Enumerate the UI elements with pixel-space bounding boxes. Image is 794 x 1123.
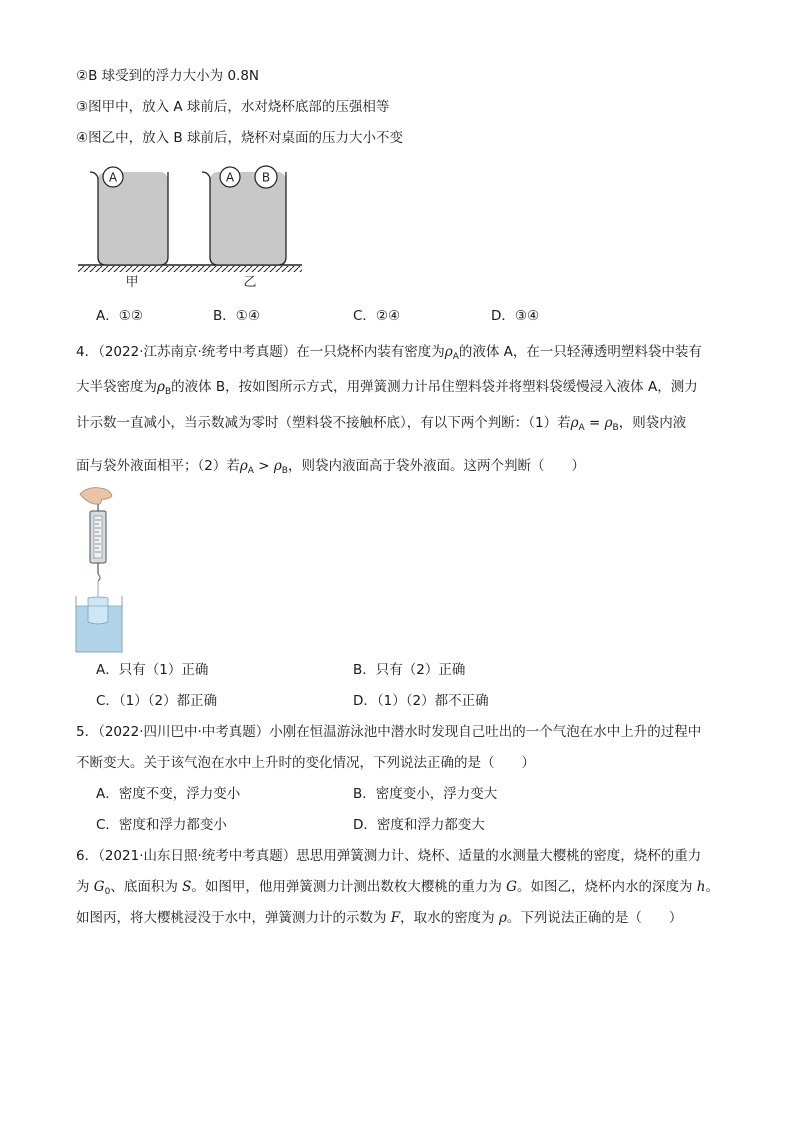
q6-line-1: 6．（2021·山东日照·统考中考真题）思思用弹簧测力计、烧杯、适量的水测量大樱桃的密度，烧杯的重力 <box>76 848 702 864</box>
q4-line-3: 计示数一直减小，当示数减为零时（塑料袋不接触杯底），有以下两个判断：（1）若$\rho_A = \rho_B$，则袋内液 <box>76 415 687 433</box>
svg-text:B: B <box>261 170 271 185</box>
label-jia: 甲 <box>125 275 139 290</box>
q5-option-b[interactable]: B．密度变小，浮力变大 <box>353 786 498 802</box>
q4-option-a[interactable]: A．只有（1）正确 <box>96 662 209 678</box>
spring-scale-figure <box>70 486 140 656</box>
beaker-yi <box>202 166 286 265</box>
q3-option-c[interactable]: C．②④ <box>353 308 401 324</box>
q4-option-b[interactable]: B．只有（2）正确 <box>353 662 466 678</box>
q3-option-a[interactable]: A．①② <box>96 308 143 324</box>
q3-option-b[interactable]: B．①④ <box>213 308 260 324</box>
svg-text:A: A <box>108 170 118 185</box>
beaker-figure <box>70 160 310 295</box>
q4-line-2: 大半袋密度为$\rho_B$的液体 B，按如图所示方式，用弹簧测力计吊住塑料袋并将塑料袋缓慢浸入液体 A，测力 <box>76 379 698 397</box>
statement-3: ③图甲中，放入 A 球前后，水对烧杯底部的压强相等 <box>76 99 390 115</box>
q4-line-1: 4．（2022·江苏南京·统考中考真题）在一只烧杯内装有密度为$\rho_A$的液体 A，在一只轻薄透明塑料袋中装有 <box>76 344 702 362</box>
q4-option-c[interactable]: C．（1）（2）都正确 <box>96 693 218 709</box>
q6-line-3: 如图丙，将大樱桃浸没于水中，弹簧测力计的示数为 F，取水的密度为 ρ。下列说法正确的是（ ） <box>76 910 683 926</box>
q5-line-1: 5．（2022·四川巴中·中考真题）小刚在恒温游泳池中潜水时发现自己吐出的一个气泡在水中上升的过程中 <box>76 724 702 740</box>
q5-option-a[interactable]: A．密度不变，浮力变小 <box>96 786 241 802</box>
q5-option-d[interactable]: D．密度和浮力都变大 <box>353 817 485 833</box>
hand-icon <box>80 488 112 504</box>
statement-4: ④图乙中，放入 B 球前后，烧杯对桌面的压力大小不变 <box>76 130 403 146</box>
statement-2: ②B 球受到的浮力大小为 0.8N <box>76 68 260 84</box>
q5-option-c[interactable]: C．密度和浮力都变小 <box>96 817 227 833</box>
svg-text:A: A <box>225 170 235 185</box>
q3-option-d[interactable]: D．③④ <box>491 308 540 324</box>
q4-line-4: 面与袋外液面相平；（2）若$\rho_A > \rho_B$，则袋内液面高于袋外液面。这两个判断（ ） <box>76 458 585 476</box>
q5-line-2: 不断变大。关于该气泡在水中上升时的变化情况，下列说法正确的是（ ） <box>76 755 535 771</box>
label-yi: 乙 <box>243 275 257 290</box>
beaker-jia <box>90 167 168 265</box>
q6-line-2: 为 $G_0$、底面积为 S。如图甲，他用弹簧测力计测出数枚大樱桃的重力为 G。如图乙，烧杯内水的深度为 h。 <box>76 879 719 897</box>
q4-option-d[interactable]: D．（1）（2）都不正确 <box>353 693 489 709</box>
